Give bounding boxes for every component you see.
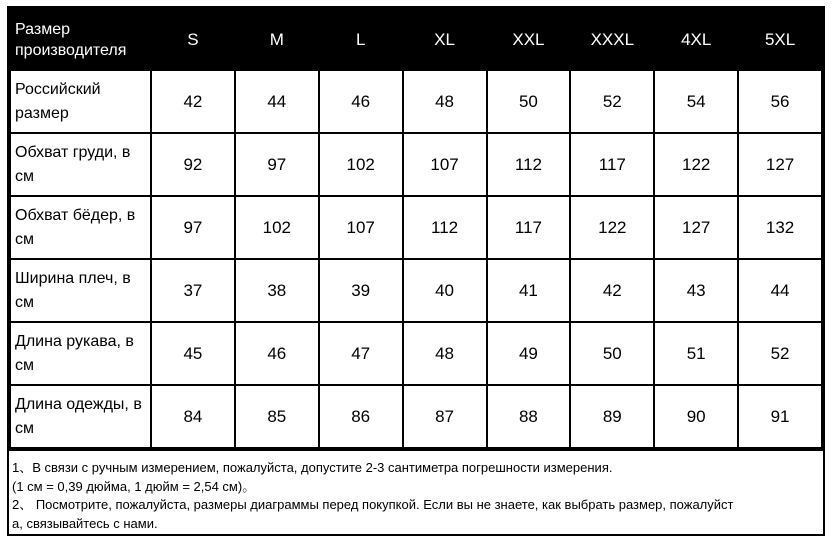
table-cell: 117 [487,196,571,259]
table-cell: 52 [738,322,822,385]
table-cell: 49 [487,322,571,385]
size-header: XXL [487,9,571,70]
table-cell: 50 [487,70,571,133]
table-cell: 37 [151,259,235,322]
size-header: 5XL [738,9,822,70]
table-row [10,133,822,196]
table-cell: 42 [151,70,235,133]
table-cell: 102 [235,196,319,259]
table-cell: 44 [235,70,319,133]
table-cell: 56 [738,70,822,133]
table-cell: 112 [487,133,571,196]
size-header: 4XL [654,9,738,70]
table-cell: 54 [654,70,738,133]
size-header: L [319,9,403,70]
table-row [10,322,822,385]
table-cell: 84 [151,385,235,448]
size-header: XXXL [570,9,654,70]
table-cell: 51 [654,322,738,385]
table-cell: 87 [403,385,487,448]
table-cell: 44 [738,259,822,322]
table-cell: 122 [570,196,654,259]
table-cell: 43 [654,259,738,322]
notes [9,449,823,535]
note-line: а, связывайтесь с нами. [12,515,158,531]
table-cell: 132 [738,196,822,259]
note-line: (1 см = 0,39 дюйма, 1 дюйм = 2,54 см)。 [12,478,256,494]
table-row [10,70,822,133]
table-cell: 48 [403,322,487,385]
note-line: 1、В связи с ручным измерением, пожалуйста, допустите 2-3 сантиметра погрешности измерения. [12,460,613,475]
table-cell: 107 [403,133,487,196]
table-cell: 127 [738,133,822,196]
table-cell: 41 [487,259,571,322]
table-cell: 107 [319,196,403,259]
table-cell: 127 [654,196,738,259]
table-cell: 40 [403,259,487,322]
row-label: Обхват бёдер, в см [10,196,151,259]
table-cell: 122 [654,133,738,196]
table-cell: 112 [403,196,487,259]
table-row [10,385,822,448]
table-cell: 47 [319,322,403,385]
table-cell: 52 [570,70,654,133]
table-cell: 86 [319,385,403,448]
table-cell: 89 [570,385,654,448]
table-cell: 97 [235,133,319,196]
row-label: Обхват груди, в см [10,133,151,196]
table-cell: 48 [403,70,487,133]
size-chart [7,6,825,536]
row-label: Длина рукава, в см [10,322,151,385]
table-cell: 38 [235,259,319,322]
row-label: Ширина плеч, в см [10,259,151,322]
size-header: XL [403,9,487,70]
note-line: 2、 Посмотрите, пожалуйста, размеры диаграммы перед покупкой. Если вы не знаете, как выбрать размер, пожалуйст [12,497,734,512]
row-label: Длина одежды, в см [10,385,151,448]
table-cell: 90 [654,385,738,448]
table-cell: 92 [151,133,235,196]
table-row [10,259,822,322]
table-cell: 50 [570,322,654,385]
table-cell: 117 [570,133,654,196]
table-row [10,196,822,259]
size-header: S [151,9,235,70]
size-table [9,8,823,449]
table-cell: 97 [151,196,235,259]
table-cell: 91 [738,385,822,448]
corner-label: Размер производителя [10,9,151,70]
size-header: M [235,9,319,70]
header-row [10,9,822,70]
table-cell: 102 [319,133,403,196]
table-cell: 39 [319,259,403,322]
table-cell: 46 [319,70,403,133]
table-cell: 88 [487,385,571,448]
table-cell: 46 [235,322,319,385]
table-cell: 85 [235,385,319,448]
row-label: Российский размер [10,70,151,133]
table-cell: 42 [570,259,654,322]
table-cell: 45 [151,322,235,385]
